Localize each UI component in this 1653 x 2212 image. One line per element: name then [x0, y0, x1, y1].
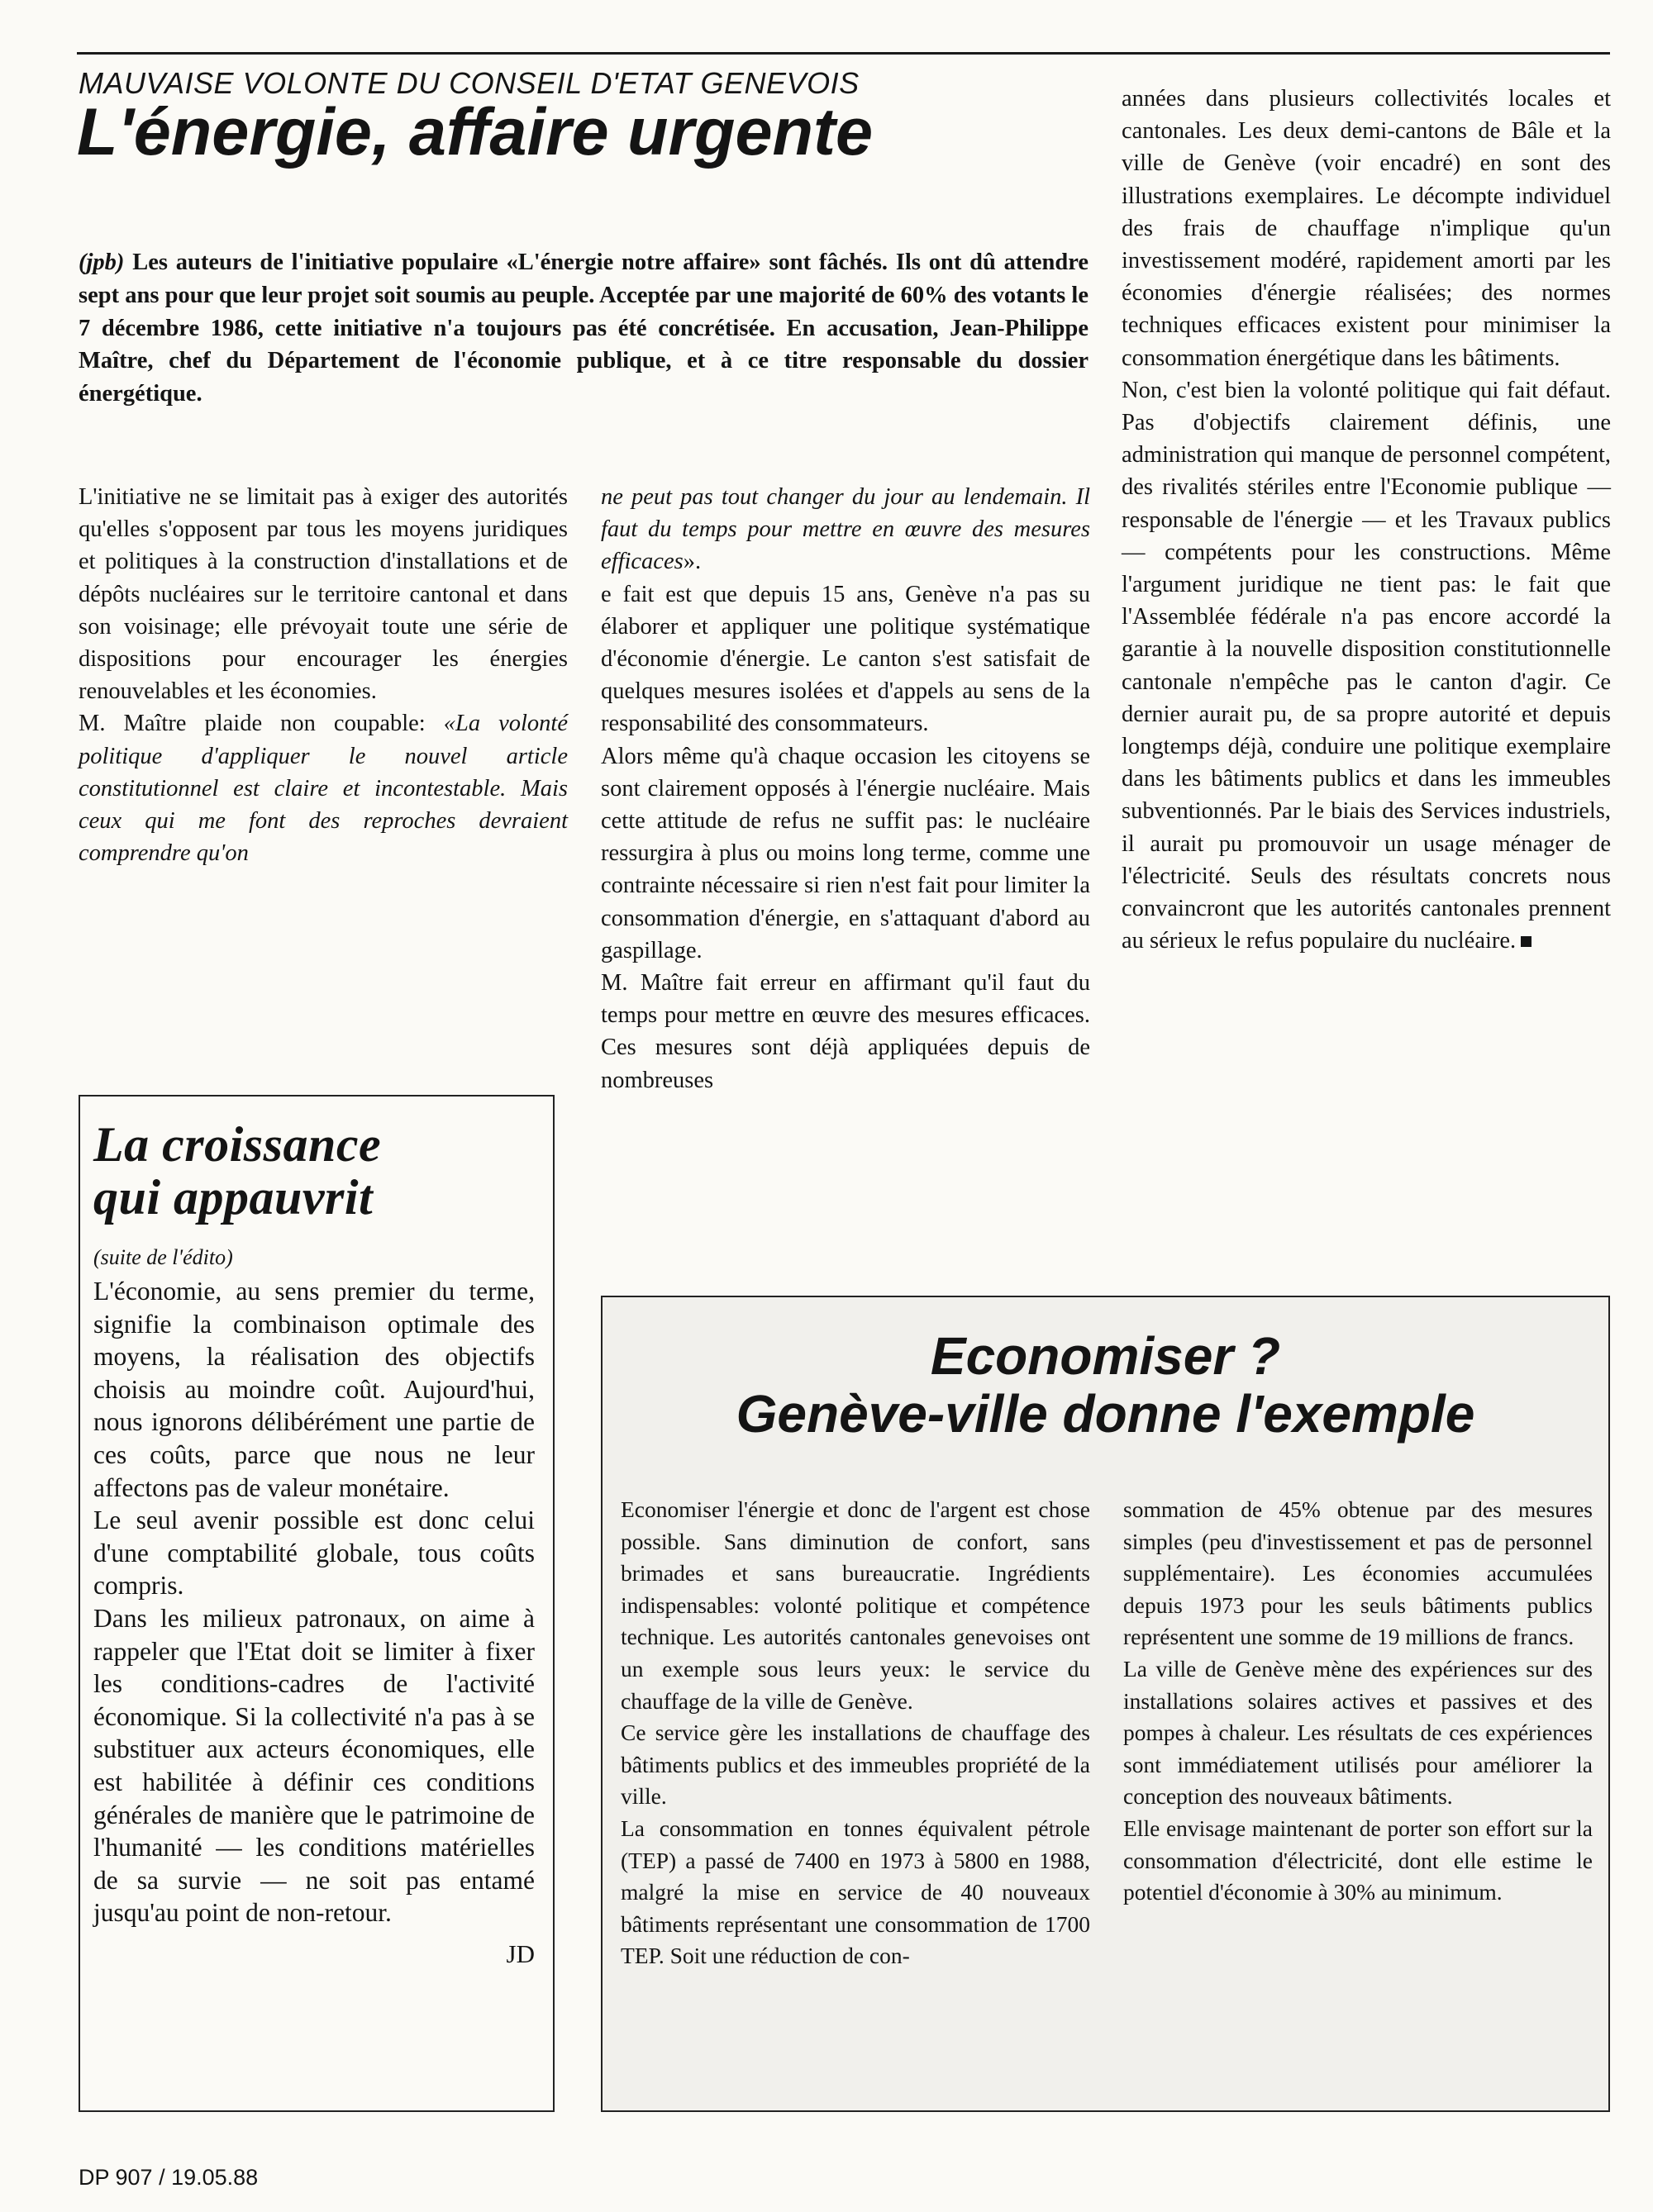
- article-kicker: MAUVAISE VOLONTE DU CONSEIL D'ETAT GENEVOIS: [79, 66, 860, 100]
- quote-text: «La volonté politique d'appliquer le nouvel article constitutionnel est claire et incontestable. Mais ceux qui me font des reproches devraient comprendre qu'on: [79, 711, 568, 867]
- end-mark-icon: [1521, 936, 1532, 947]
- paragraph: M. Maître fait erreur en affirmant qu'il faut du temps pour mettre en œuvre des mesures efficaces. Ces mesures sont déjà appliquées depuis de nombreuses: [601, 970, 1090, 1093]
- lead-author: (jpb): [79, 250, 125, 275]
- box-column-2: [1123, 1494, 1593, 1909]
- paragraph: La consommation en tonnes équivalent pétrole (TEP) a passé de 7400 en 1973 à 5800 en 1988, malgré la mise en service de 40 nouveaux bâtiments représentant une consommation de 1700 TEP. Soit une réduction de con-: [621, 1815, 1090, 1969]
- example-box: [601, 1296, 1610, 2112]
- paragraph: Ce service gère les installations de chauffage des bâtiments publics et des immeubles propriété de la ville.: [621, 1720, 1090, 1810]
- sidebar-title-line: La croissance: [93, 1117, 382, 1172]
- paragraph-text: Non, c'est bien la volonté politique qui fait défaut. Pas d'objectifs clairement définis, une administration qui manque de personnel compétent, des rivalités stériles entre l'Economie publique — responsable de l'énergie — et les Travaux publics — compétents pour les constructions. Même l'argument juridique ne tient pas: le fait que l'Assemblée fédérale n'a pas encore accordé la garantie à la nouvelle disposition constitutionnelle cantonale n'empêche pas le canton d'agir. Ce dernier aurait pu, de sa propre autorité et depuis longtemps déjà, conduire une politique exemplaire dans les bâtiments publics et dans les immeubles subventionnés. Par le biais des Services industriels, il aurait pu promouvoir un usage ménager de l'électricité. Seuls des résultats concrets nous convaincront que les autorités cantonales prennent au sérieux le refus populaire du nucléaire.: [1122, 377, 1611, 954]
- quote-text: ne peut pas tout changer du jour au lendemain. Il faut du temps pour mettre en œuvre des mesures efficaces: [601, 484, 1090, 575]
- paragraph: [601, 481, 1090, 578]
- article-column-2: [601, 481, 1090, 1096]
- paragraph: années dans plusieurs collectivités locales et cantonales. Les deux demi-cantons de Bâle et la ville de Genève (voir encadré) en sont des illustrations exemplaires. Le décompte individuel des frais de chauffage n'implique qu'un investissement modéré, rapidement amorti par les économies d'énergie réalisées; des normes techniques efficaces existent pour minimiser la consommation énergétique dans les bâtiments.: [1122, 86, 1611, 371]
- quote-close: ».: [683, 549, 702, 575]
- paragraph: L'initiative ne se limitait pas à exiger des autorités qu'elles s'opposent par tous les moyens juridiques et politiques à la construction d'installations et de dépôts nucléaires sur le territoire cantonal et dans son voisinage; elle prévoyait toute une série de dispositions pour encourager les énergies renouvelables et les économies.: [79, 484, 568, 705]
- box-title: [603, 1327, 1608, 1443]
- article-lead: [79, 246, 1089, 411]
- sidebar-title: [93, 1118, 535, 1224]
- box-column-1: [621, 1494, 1090, 1972]
- paragraph: Alors même qu'à chaque occasion les citoyens se sont clairement opposés à l'énergie nucléaire. Mais cette attitude de refus ne suffit pas: le nucléaire ressurgira à plus ou moins long terme, comme une contrainte nécessaire si rien n'est fait pour limiter la consommation d'énergie, en s'attaquant d'abord au gaspillage.: [601, 743, 1090, 963]
- paragraph: [79, 707, 568, 869]
- article-column-1: [79, 481, 568, 869]
- sidebar-title-line: qui appauvrit: [93, 1170, 374, 1225]
- paragraph: Economiser l'énergie et donc de l'argent est chose possible. Sans diminution de confort, sans brimades et sans bureaucratie. Ingrédients indispensables: volonté politique et compétence technique. Les autorités cantonales genevoises ont un exemple sous leurs yeux: le service du chauffage de la ville de Genève.: [621, 1496, 1090, 1714]
- editorial-sidebar: [79, 1095, 555, 2112]
- paragraph: e fait est que depuis 15 ans, Genève n'a pas su élaborer et appliquer une politique systématique d'économie d'énergie. Le canton s'est satisfait de quelques mesures isolées et d'appels au sens de la responsabilité des consommateurs.: [601, 581, 1090, 737]
- box-title-line: Economiser ?: [930, 1326, 1281, 1386]
- paragraph: Elle envisage maintenant de porter son effort sur la consommation d'électricité, dont elle estime le potentiel d'économie à 30% au minimum.: [1123, 1815, 1593, 1905]
- paragraph-text: M. Maître plaide non coupable:: [79, 711, 444, 737]
- sidebar-signature: JD: [506, 1938, 535, 1968]
- paragraph: L'économie, au sens premier du terme, signifie la combinaison optimale des moyens, la réalisation des objectifs choisis au moindre coût. Aujourd'hui, nous ignorons délibérément une partie de ces coûts, parce que nous ne leur affectons pas de valeur monétaire.: [93, 1277, 535, 1502]
- paragraph: Dans les milieux patronaux, on aime à rappeler que l'Etat doit se limiter à fixer les conditions-cadres de l'activité économique. Si la collectivité n'a pas à se substituer aux acteurs économiques, elle est habilitée à définir ces conditions générales de manière que le patrimoine de l'humanité — les conditions matérielles de sa survie — ne soit pas entamé jusqu'au point de non-retour.: [93, 1603, 535, 1928]
- paragraph: La ville de Genève mène des expériences sur des installations solaires actives et passives et des pompes à chaleur. Les résultats de ces expériences sont immédiatement utilisés pour améliorer la conception des nouveaux bâtiments.: [1123, 1655, 1593, 1810]
- paragraph: sommation de 45% obtenue par des mesures simples (peu d'investissement et pas de personnel supplémentaire). Les économies accumulées depuis 1973 pour les seuls bâtiments publics représentent une somme de 19 millions de francs.: [1123, 1496, 1593, 1650]
- box-title-line: Genève-ville donne l'exemple: [736, 1384, 1475, 1444]
- article-column-3: [1122, 83, 1611, 957]
- article-headline: L'énergie, affaire urgente: [77, 95, 874, 169]
- issue-footer: DP 907 / 19.05.88: [79, 2165, 259, 2190]
- paragraph: [1122, 374, 1611, 958]
- top-rule: [77, 52, 1610, 55]
- sidebar-subtitle: (suite de l'édito): [93, 1245, 233, 1269]
- paragraph: Le seul avenir possible est donc celui d'une comptabilité globale, tous coûts compris.: [93, 1506, 535, 1601]
- lead-text: Les auteurs de l'initiative populaire «L'énergie notre affaire» sont fâchés. Ils ont dû attendre sept ans pour que leur projet soit soumis au peuple. Acceptée par une majorité de 60% des votants le 7 décembre 1986, cette initiative n'a toujours pas été concrétisée. En accusation, Jean-Philippe Maître, chef du Département de l'économie publique, et à ce titre responsable du dossier énergétique.: [79, 250, 1089, 407]
- sidebar-body: [93, 1275, 535, 1929]
